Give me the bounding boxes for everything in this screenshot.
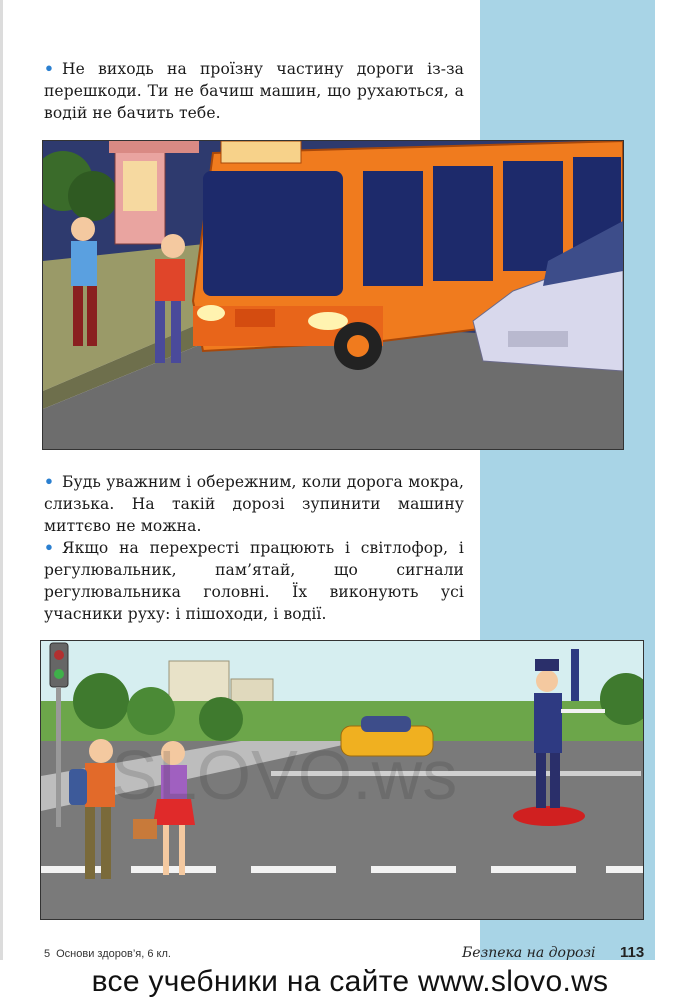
signature-number: 5 xyxy=(44,948,51,960)
section-title: Безпека на дорозі xyxy=(462,945,596,961)
footer-book-info xyxy=(44,948,171,960)
rule-paragraph-3 xyxy=(44,537,464,625)
crossing-scene-drawing xyxy=(41,641,643,919)
paragraph-text: Будь уважним і обережним, коли дорога мокра, слизька. На такій дорозі зупинити машину миттєво не можна. xyxy=(44,473,464,535)
bullet-icon: • xyxy=(44,59,55,78)
traffic-controller-illustration xyxy=(40,640,644,920)
site-banner: все учебники на сайте www.slovo.ws xyxy=(0,962,700,1001)
paragraph-text: Не виходь на проїзну частину дороги із-за перешкоди. Ти не бачиш машин, що рухаються, а водій не бачить тебе. xyxy=(44,60,464,122)
bullet-icon: • xyxy=(44,538,55,557)
page-edge xyxy=(0,0,3,960)
bus-scene-drawing xyxy=(43,141,623,449)
page-number: 113 xyxy=(620,944,645,961)
rule-paragraph-1 xyxy=(44,58,464,124)
bullet-icon: • xyxy=(44,472,55,491)
book-title: Основи здоров’я, 6 кл. xyxy=(56,948,171,960)
rule-paragraph-2 xyxy=(44,471,464,537)
paragraph-text: Якщо на перехресті працюють і світлофор, і регулювальник, пам’ятай, що сигнали регулювальника головні. Їх виконують усі учасники руху: і пішоходи, і водії. xyxy=(44,539,464,623)
watermark: SLOVO.ws xyxy=(111,736,458,814)
bus-crossing-illustration xyxy=(42,140,624,450)
